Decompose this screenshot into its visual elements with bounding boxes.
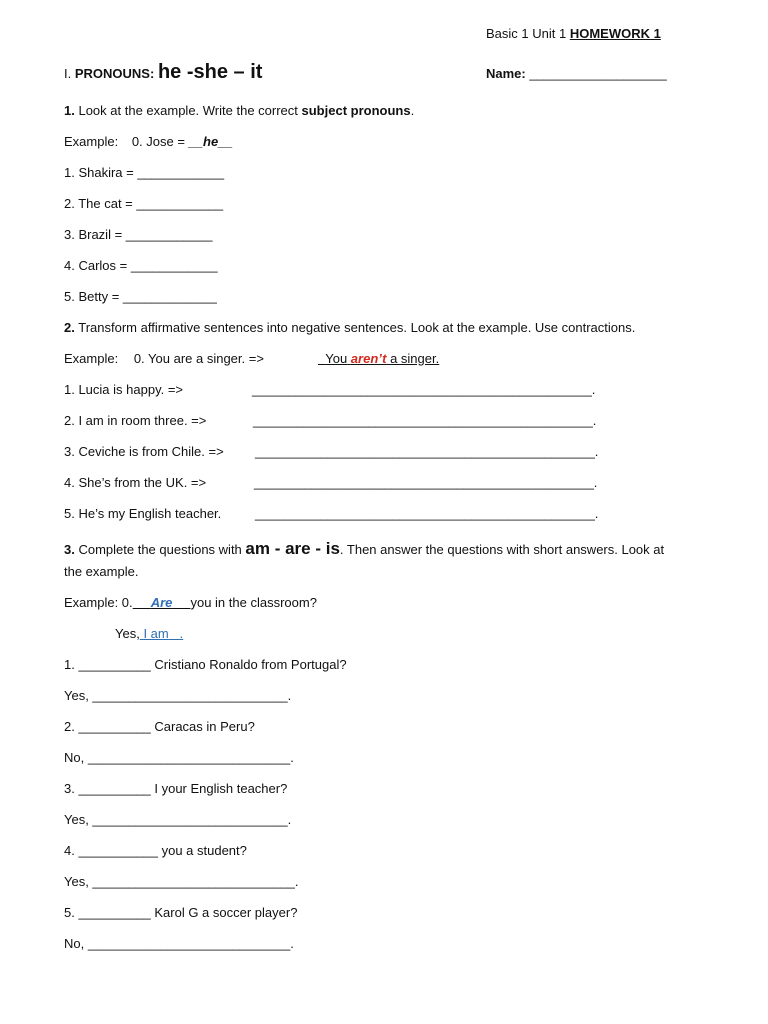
section2-question: 3. Ceviche is from Chile. => [64,444,224,459]
section3-example [64,595,317,611]
example-answer: Are [150,595,173,610]
section3-instr-a: Complete the questions with [78,542,242,557]
course-text: Basic 1 Unit 1 [486,26,567,41]
example-text: 0. You are a singer. => [133,351,264,366]
example-answer: __he__ [188,134,233,149]
section2-answer-line[interactable]: _______________________________________________. [253,413,597,428]
section1-item[interactable]: 1. Shakira = ____________ [64,165,225,180]
pronouns-heading: he -she – it [157,61,263,83]
course-label [486,26,661,42]
section3-question[interactable]: 3. __________ I your English teacher? [64,781,288,796]
example-label: Example: [64,351,119,366]
homework-title: HOMEWORK 1 [569,26,661,41]
section3-question[interactable]: 1. __________ Cristiano Ronaldo from Portugal? [64,657,347,672]
section2-instruction [64,320,635,336]
section3-answer[interactable]: No, ____________________________. [64,750,294,765]
example-text: 0. Jose = [131,134,185,149]
section2-example [64,351,264,367]
section2-answer-line[interactable]: _______________________________________________. [252,382,596,397]
section-title [64,60,262,84]
example-you: You [325,351,348,366]
example-dot: . [179,626,184,641]
roman-numeral: I. [64,66,72,81]
example-label: Example: [64,134,119,149]
section1-instr-bold: subject pronouns [301,103,411,118]
section3-instruction-cont: the example. [64,564,139,579]
example-negative: aren’t [350,351,387,366]
section2-answer-line[interactable]: _______________________________________________. [255,444,599,459]
section1-instruction [64,103,414,119]
section3-instr-b: . Then answer the questions with short answers. Look at [339,542,665,557]
name-row [486,66,667,82]
section2-answer-line[interactable]: _______________________________________________. [254,475,598,490]
example-yes: Yes, [115,626,140,641]
section2-answer-line[interactable]: _______________________________________________. [255,506,599,521]
pronouns-label: PRONOUNS: [74,66,155,81]
name-label: Name: [486,66,526,81]
section1-number: 1. [64,103,75,118]
section2-question: 2. I am in room three. => [64,413,207,428]
example-rest: you in the classroom? [190,595,317,610]
section3-question[interactable]: 5. __________ Karol G a soccer player? [64,905,298,920]
section3-question[interactable]: 2. __________ Caracas in Peru? [64,719,255,734]
section3-question[interactable]: 4. ___________ you a student? [64,843,247,858]
name-field[interactable]: ___________________ [529,66,667,81]
section2-example-answer [318,351,439,367]
section1-item[interactable]: 2. The cat = ____________ [64,196,224,211]
section2-question: 4. She’s from the UK. => [64,475,207,490]
example-short-answer: I am [143,626,169,641]
section3-answer[interactable]: No, ____________________________. [64,936,294,951]
section1-item[interactable]: 4. Carlos = ____________ [64,258,218,273]
section1-item[interactable]: 3. Brazil = ____________ [64,227,213,242]
section3-instr-big: am - are - is [245,539,340,558]
section1-example [64,134,233,150]
section2-instr-text: Transform affirmative sentences into negative sentences. Look at the example. Use contractions. [78,320,636,335]
section3-answer[interactable]: Yes, ____________________________. [64,874,299,889]
section3-instruction [64,539,664,559]
example-label: Example: 0. [64,595,133,610]
section2-question: 5. He’s my English teacher. [64,506,222,521]
section2-question: 1. Lucia is happy. => [64,382,184,397]
section3-example-short [115,626,183,642]
section3-number: 3. [64,542,75,557]
example-rest: a singer. [390,351,440,366]
section3-answer[interactable]: Yes, ___________________________. [64,688,292,703]
section1-instr-end: . [410,103,415,118]
section3-answer[interactable]: Yes, ___________________________. [64,812,292,827]
section2-number: 2. [64,320,75,335]
section1-item[interactable]: 5. Betty = _____________ [64,289,217,304]
section1-instr-text: Look at the example. Write the correct [78,103,298,118]
